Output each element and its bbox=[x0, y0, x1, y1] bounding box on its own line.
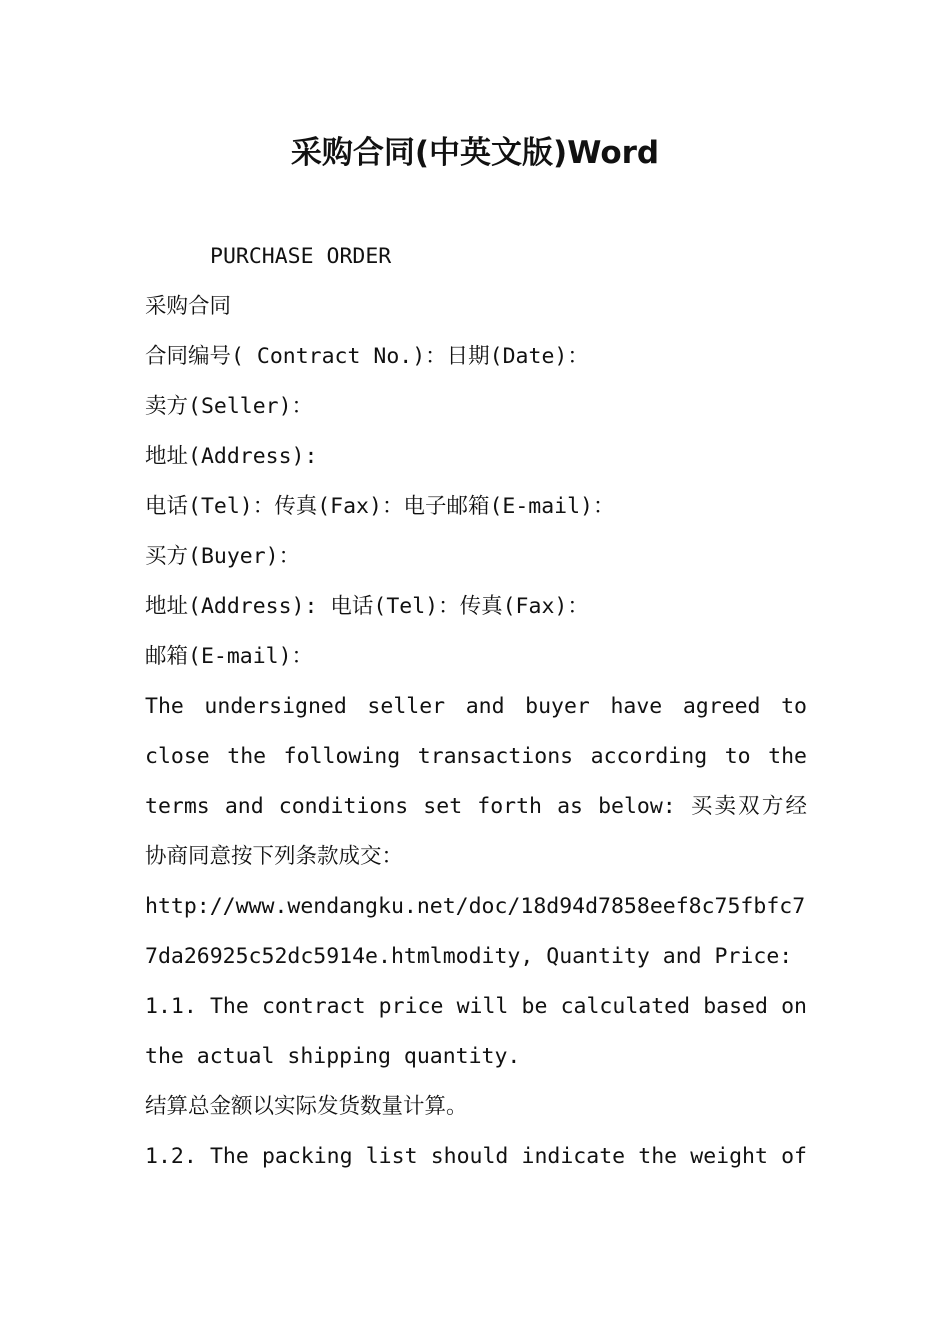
agreement-paragraph-line: close the following transactions according to the bbox=[145, 744, 807, 769]
buyer-line: 买方(Buyer)： bbox=[145, 544, 301, 569]
url-commodity-line: 7da26925c52dc5914e.htmlmodity, Quantity and Price: bbox=[145, 944, 793, 969]
agreement-paragraph-line: 协商同意按下列条款成交： bbox=[145, 844, 404, 869]
seller-line: 卖方(Seller)： bbox=[145, 394, 314, 419]
document-title: 采购合同(中英文版)Word bbox=[290, 135, 660, 171]
agreement-paragraph-line: The undersigned seller and buyer have agreed to bbox=[145, 694, 807, 719]
url-line: http://www.wendangku.net/doc/18d94d7858eef8c75fbfc7 bbox=[145, 894, 806, 919]
clause-1-1-line: the actual shipping quantity. bbox=[145, 1044, 521, 1069]
contract-no-date-line: 合同编号( Contract No.)：日期(Date)： bbox=[145, 344, 589, 369]
buyer-email-line: 邮箱(E-mail)： bbox=[145, 644, 314, 669]
clause-1-1-cn-line: 结算总金额以实际发货数量计算。 bbox=[145, 1094, 468, 1119]
seller-contact-line: 电话(Tel)：传真(Fax)：电子邮箱(E-mail)： bbox=[145, 494, 615, 519]
agreement-paragraph-line: terms and conditions set forth as below: 买卖双方经 bbox=[145, 794, 807, 819]
clause-1-1-line: 1.1. The contract price will be calculated based on bbox=[145, 994, 807, 1019]
document-body bbox=[145, 232, 807, 1182]
seller-address-line: 地址(Address): bbox=[145, 444, 318, 469]
buyer-address-contact-line: 地址(Address): 电话(Tel)：传真(Fax)： bbox=[145, 594, 589, 619]
clause-1-2-line: 1.2. The packing list should indicate the weight of bbox=[145, 1144, 807, 1169]
contract-heading-cn: 采购合同 bbox=[145, 294, 232, 319]
purchase-order-heading: PURCHASE ORDER bbox=[210, 244, 392, 269]
